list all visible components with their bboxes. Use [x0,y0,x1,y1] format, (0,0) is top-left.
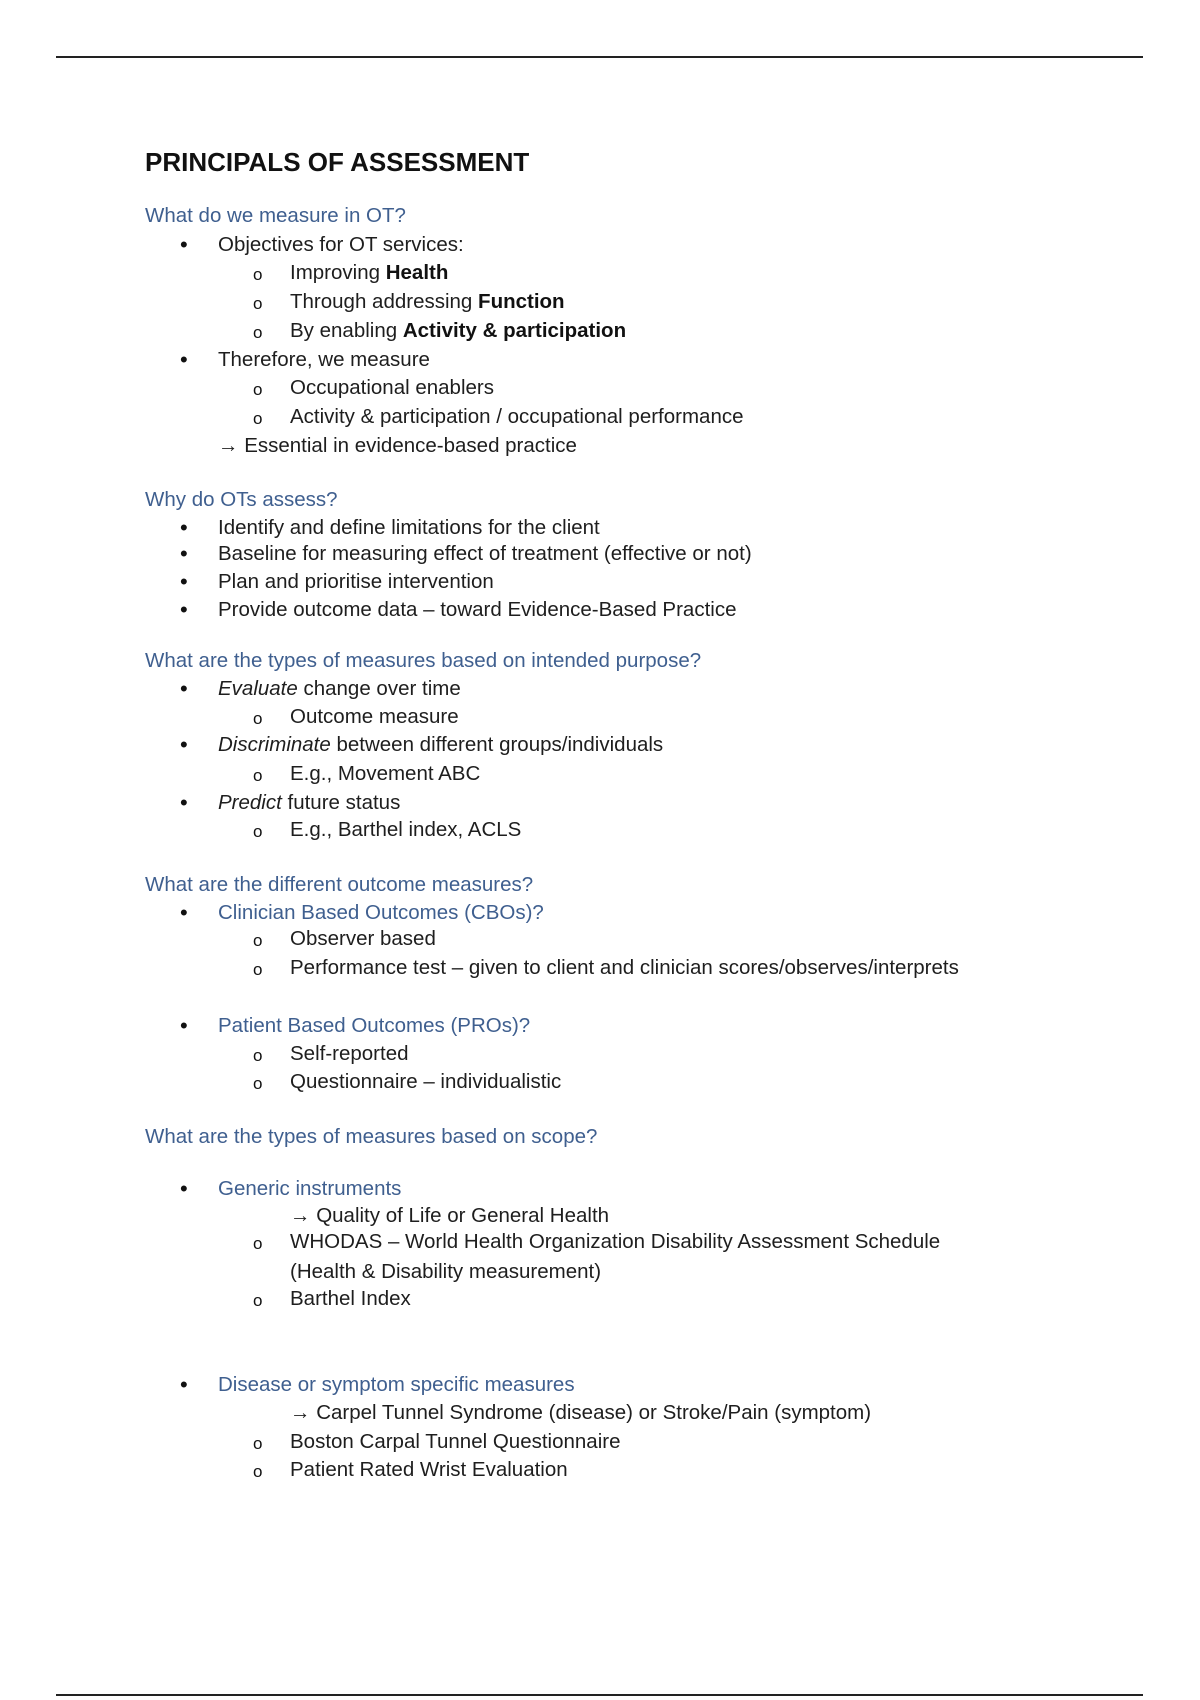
bullet-circle-icon: o [253,1291,263,1310]
bullet-circle-icon: o [253,409,263,428]
section-heading-why-assess: Why do OTs assess? [145,488,338,511]
bullet-circle-icon: o [253,380,263,399]
arrow-note: → Essential in evidence-based practice [218,434,577,457]
bullet-disc-icon: • [180,732,188,757]
sub-heading-disease-specific: Disease or symptom specific measures [218,1373,575,1396]
bullet-disc-icon: • [180,900,188,925]
list-item: Baseline for measuring effect of treatment (effective or not) [218,542,752,565]
list-item: Outcome measure [290,705,459,728]
bullet-disc-icon: • [180,1176,188,1201]
list-item: E.g., Barthel index, ACLS [290,818,522,841]
bullet-circle-icon: o [253,960,263,979]
bullet-circle-icon: o [253,1074,263,1093]
list-item [290,260,448,286]
list-item: Self-reported [290,1042,409,1065]
list-item-emphasis: Activity & participation [402,319,627,342]
list-item-text: change over time [297,677,461,700]
list-item-emphasis: Health [385,261,449,284]
list-item [218,790,400,816]
bullet-disc-icon: • [180,790,188,815]
bullet-circle-icon: o [253,1046,263,1065]
bullet-circle-icon: o [253,766,263,785]
bullet-circle-icon: o [253,822,263,841]
list-item: Patient Rated Wrist Evaluation [290,1458,568,1481]
bullet-disc-icon: • [180,347,188,372]
bullet-disc-icon: • [180,569,188,594]
bullet-circle-icon: o [253,1234,263,1253]
list-item-text: Improving [290,261,386,284]
list-item: Questionnaire – individualistic [290,1070,562,1093]
list-item-emphasis: Discriminate [218,733,331,756]
section-heading-what-measure: What do we measure in OT? [145,204,406,227]
bullet-disc-icon: • [180,541,188,566]
bullet-disc-icon: • [180,597,188,622]
list-item: Observer based [290,927,436,950]
list-item-text: future status [281,791,401,814]
arrow-note: → Quality of Life or General Health [290,1204,610,1227]
list-item: Boston Carpal Tunnel Questionnaire [290,1430,621,1453]
list-item: Therefore, we measure [218,348,430,371]
bullet-disc-icon: • [180,515,188,540]
list-item [218,676,461,702]
list-item: E.g., Movement ABC [290,762,481,785]
list-item [218,732,663,758]
bullet-circle-icon: o [253,323,263,342]
sub-heading-generic: Generic instruments [218,1177,402,1200]
sub-heading-pros: Patient Based Outcomes (PROs)? [218,1014,531,1037]
bullet-circle-icon: o [253,265,263,284]
list-item: WHODAS – World Health Organization Disability Assessment Schedule [290,1230,941,1253]
bullet-disc-icon: • [180,1013,188,1038]
page-title: PRINCIPALS OF ASSESSMENT [145,147,530,177]
list-item: Provide outcome data – toward Evidence-Based Practice [218,598,737,621]
section-heading-purpose: What are the types of measures based on intended purpose? [145,649,702,672]
top-rule [56,56,1143,58]
list-item: Barthel Index [290,1287,411,1310]
list-item-emphasis: Evaluate [218,677,298,700]
arrow-note: → Carpel Tunnel Syndrome (disease) or Stroke/Pain (symptom) [290,1401,872,1424]
list-item: Identify and define limitations for the client [218,516,600,539]
list-item-text: By enabling [290,319,403,342]
list-item-text: between different groups/individuals [330,733,664,756]
list-item: Plan and prioritise intervention [218,570,494,593]
bottom-rule [56,1694,1143,1696]
bullet-circle-icon: o [253,931,263,950]
list-item-emphasis: Predict [218,791,282,814]
list-item: Occupational enablers [290,376,494,399]
section-heading-scope: What are the types of measures based on scope? [145,1125,598,1148]
list-item [290,318,626,344]
bullet-circle-icon: o [253,709,263,728]
list-item: Activity & participation / occupational performance [290,405,744,428]
bullet-disc-icon: • [180,676,188,701]
list-item-emphasis: Function [478,290,565,313]
bullet-circle-icon: o [253,1462,263,1481]
list-item-continuation: (Health & Disability measurement) [290,1260,602,1283]
list-item-text: Through addressing [290,290,479,313]
sub-heading-cbos: Clinician Based Outcomes (CBOs)? [218,901,544,924]
bullet-circle-icon: o [253,294,263,313]
bullet-disc-icon: • [180,232,188,257]
list-item: Objectives for OT services: [218,233,464,256]
bullet-circle-icon: o [253,1434,263,1453]
list-item: Performance test – given to client and clinician scores/observes/interprets [290,956,959,979]
list-item [290,289,565,315]
bullet-disc-icon: • [180,1372,188,1397]
section-heading-outcome-measures: What are the different outcome measures? [145,873,534,896]
